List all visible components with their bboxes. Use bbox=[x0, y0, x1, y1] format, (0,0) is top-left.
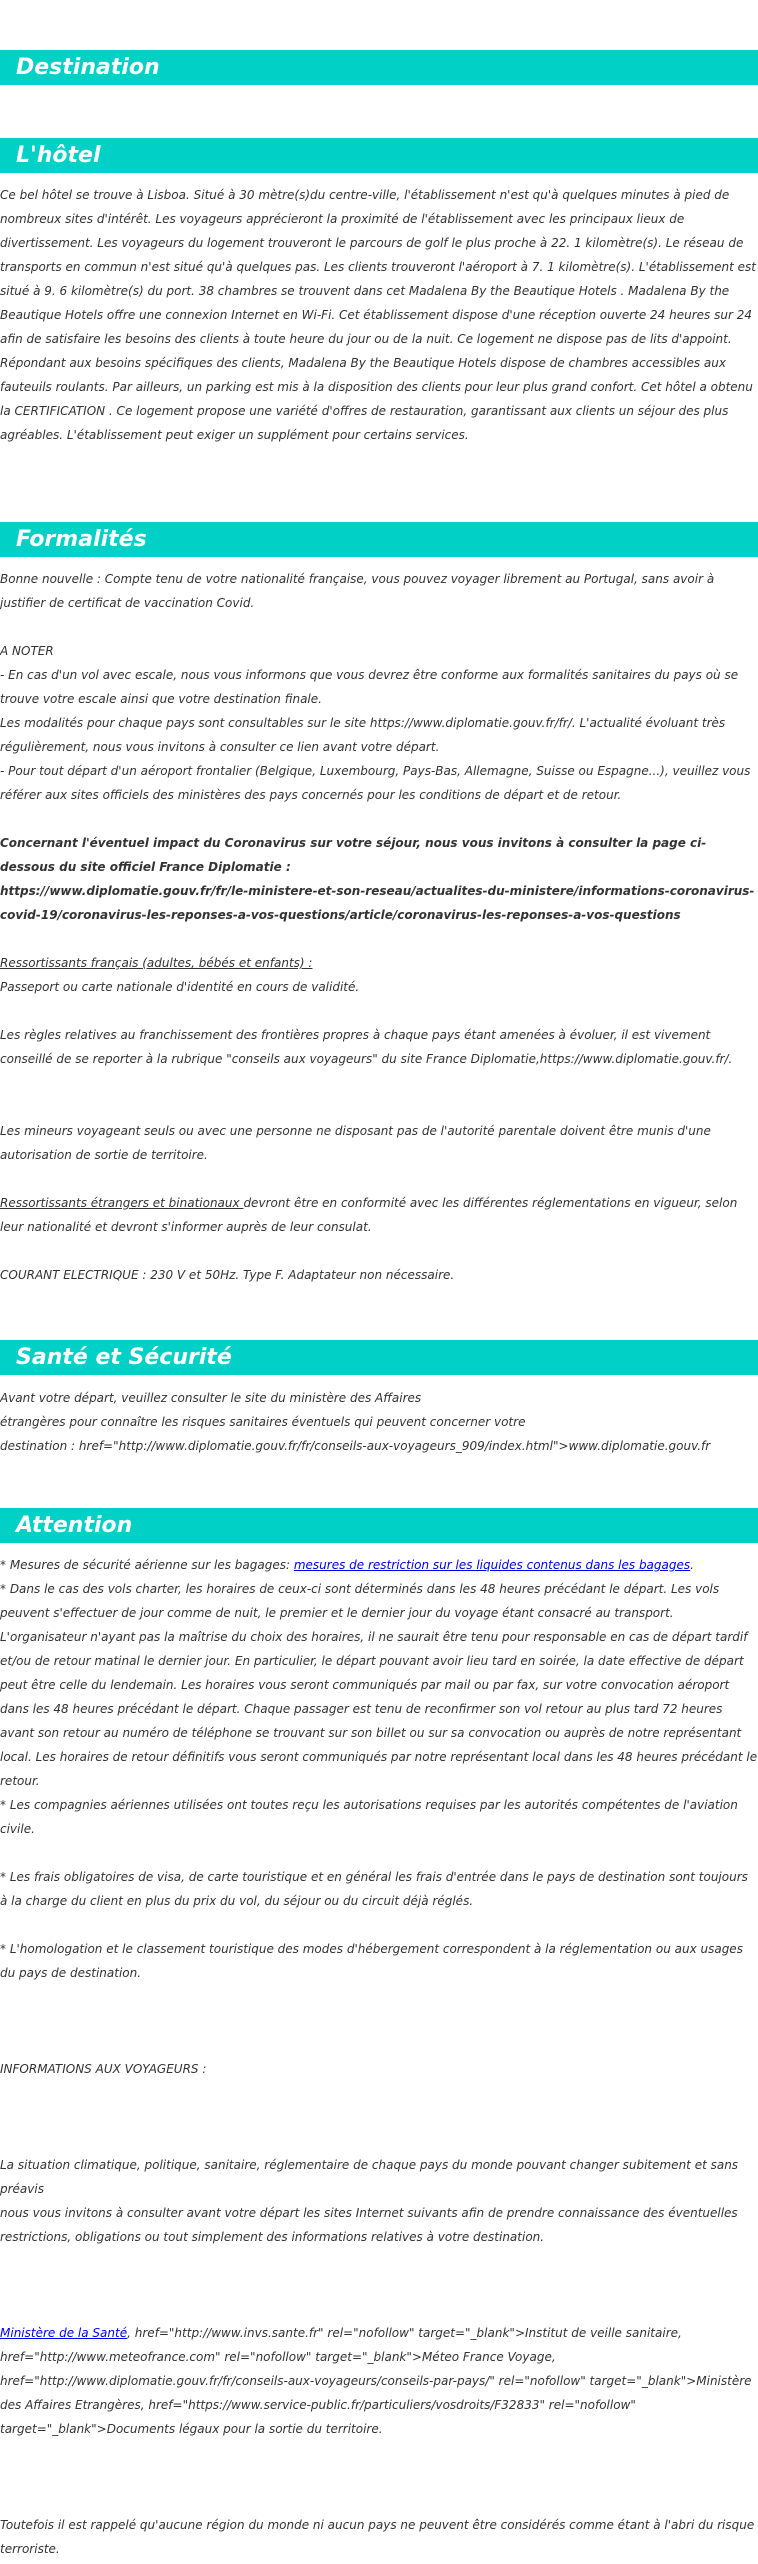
section-title-sante: Santé et Sécurité bbox=[0, 1340, 758, 1375]
french-nationals-heading: Ressortissants français (adultes, bébés et enfants) : bbox=[0, 956, 313, 970]
attention-links bbox=[0, 2321, 758, 2441]
formalites-coronavirus-block bbox=[0, 831, 758, 927]
formalites-covid-note: Bonne nouvelle : Compte tenu de votre nationalité française, vous pouvez voyager librement au Portugal, sans avoir à justifier de certificat de vaccination Covid. bbox=[0, 572, 715, 610]
french-nationals-docs: Passeport ou carte nationale d'identité en cours de validité. bbox=[0, 980, 360, 994]
attention-homologation-block bbox=[0, 1937, 758, 1985]
attention-charter-flights: * Dans le cas des vols charter, les horaires de ceux-ci sont déterminés dans les 48 heures précédant le départ. Les vols peuvent s'effectuer de jour comme de nuit, le premier et le dernier jour du voyage étant consacré au transport. L'organisateur n'ayant pas la maîtrise du choix des horaires, il ne saurait être tenu pour responsable en cas de départ tardif et/ou de retour matinal le dernier jour. En particulier, le départ pouvant avoir lieu tard en soirée, la date effective de départ peut être celle du lendemain. Les horaires vous seront communiqués par mail ou par fax, sur votre convocation aéroport dans les 48 heures précédant le départ. Chaque passager est tenu de reconfirmer son vol retour au plus tard 72 heures avant son retour au numéro de téléphone se trouvant sur son billet ou sur sa convocation ou auprès de notre représentant local. Les horaires de retour définitifs vous seront communiqués par notre représentant local dans les 48 heures précédant le retour. * Les compagnies aériennes utilisées ont toutes reçu les autorisations requises par les autorités compétentes de l'aviation civile. bbox=[0, 1582, 758, 1836]
foreigners-heading: Ressortissants étrangers et binationaux bbox=[0, 1196, 244, 1210]
formalites-french-nationals bbox=[0, 951, 758, 999]
liquids-prefix: * Mesures de sécurité aérienne sur les bagages: bbox=[0, 1558, 294, 1572]
attention-homologation: * L'homologation et le classement touristique des modes d'hébergement correspondent à la réglementation ou aux usages du pays de destination. bbox=[0, 1942, 743, 1980]
section-title-destination: Destination bbox=[0, 50, 758, 85]
attention-liquids-block bbox=[0, 1553, 758, 1577]
attention-fees: * Les frais obligatoires de visa, de carte touristique et en général les frais d'entrée dans le pays de destination sont toujours à la charge du client en plus du prix du vol, du séjour ou du circuit déjà réglés. bbox=[0, 1870, 748, 1908]
attention-terrorism: Toutefois il est rappelé qu'aucune région du monde ni aucun pays ne peuvent être considérés comme étant à l'abri du risque terroriste. bbox=[0, 2518, 755, 2556]
attention-terrorism-block bbox=[0, 2513, 758, 2561]
sante-text: Avant votre départ, veuillez consulter le site du ministère des Affaires étrangères pour connaître les risques sanitaires éventuels qui peuvent concerner votre destination : href="http://www.diplomatie.gouv.fr/fr/conseils-aux-voyageurs_909/index.html">www.diplomatie.gouv.fr bbox=[0, 1391, 711, 1453]
hotel-description-block bbox=[0, 183, 758, 447]
formalites-border-rules: Les règles relatives au franchissement des frontières propres à chaque pays étant amenées à évoluer, il est vivement conseillé de se reporter à la rubrique "conseils aux voyageurs" du site France Diplomatie,https://www.diplomatie.gouv.fr/. bbox=[0, 1028, 733, 1066]
liquids-suffix: . bbox=[690, 1558, 694, 1572]
attention-liquids bbox=[0, 1553, 758, 1577]
hotel-description: Ce bel hôtel se trouve à Lisboa. Situé à 30 mètre(s)du centre-ville, l'établissement n'est qu'à quelques minutes à pied de nombreux sites d'intérêt. Les voyageurs apprécieront la proximité de l'établissement avec les principaux lieux de divertissement. Les voyageurs du logement trouveront le parcours de golf le plus proche à 22. 1 kilomètre(s). Le réseau de transports en commun n'est situé qu'à quelques pas. Les clients trouveront l'aéroport à 7. 1 kilomètre(s). L'établissement est situé à 9. 6 kilomètre(s) du port. 38 chambres se trouvent dans cet Madalena By the Beautique Hotels . Madalena By the Beautique Hotels offre une connexion Internet en Wi-Fi. Cet établissement dispose d'une réception ouverte 24 heures sur 24 afin de satisfaire les besoins des clients à toute heure du jour ou de la nuit. Ce logement ne dispose pas de lits d'appoint. Répondant aux besoins spécifiques des clients, Madalena By the Beautique Hotels dispose de chambres accessibles aux fauteuils roulants. Par ailleurs, un parking est mis à la disposition des clients pour leur plus grand confort. Cet hôtel a obtenu la CERTIFICATION . Ce logement propose une variété d'offres de restauration, garantissant aux clients un séjour des plus agréables. L'établissement peut exiger un supplément pour certains services. bbox=[0, 188, 756, 442]
ministere-sante-link[interactable]: Ministère de la Santé bbox=[0, 2326, 128, 2340]
formalites-block bbox=[0, 567, 758, 615]
attention-info-heading: INFORMATIONS AUX VOYAGEURS : bbox=[0, 2062, 207, 2076]
formalites-electric-block bbox=[0, 1263, 758, 1287]
sante-block bbox=[0, 1386, 758, 1458]
section-title-attention: Attention bbox=[0, 1508, 758, 1543]
section-title-hotel: L'hôtel bbox=[0, 138, 758, 173]
formalites-a-noter: A NOTER - En cas d'un vol avec escale, nous vous informons que vous devrez être conforme aux formalités sanitaires du pays où se trouve votre escale ainsi que votre destination finale. Les modalités pour chaque pays sont consultables sur le site https://www.diplomatie.gouv.fr/fr/. L'actualité évoluant très régulièrement, nous vous invitons à consulter ce lien avant votre départ. - Pour tout départ d'un aéroport frontalier (Belgique, Luxembourg, Pays-Bas, Allemagne, Suisse ou Espagne...), veuillez vous référer aux sites officiels des ministères des pays concernés pour les conditions de départ et de retour. bbox=[0, 644, 751, 802]
attention-charter-block bbox=[0, 1577, 758, 1841]
formalites-coronavirus-notice: Concernant l'éventuel impact du Coronavirus sur votre séjour, nous vous invitons à consulter la page ci-dessous du site officiel France Diplomatie : https://www.diplomatie.gouv.fr/fr/le-ministere-et-son-reseau/actualites-du-ministere/informations-coronavirus-covid-19/coronavirus-les-reponses-a-vos-questions/article/coronavirus-les-reponses-a-vos-questions bbox=[0, 836, 755, 922]
section-title-formalites: Formalités bbox=[0, 522, 758, 557]
formalites-foreigners-block bbox=[0, 1191, 758, 1239]
formalites-electric-current: COURANT ELECTRIQUE : 230 V et 50Hz. Type F. Adaptateur non nécessaire. bbox=[0, 1268, 455, 1282]
attention-situation-block bbox=[0, 2153, 758, 2249]
attention-situation: La situation climatique, politique, sanitaire, réglementaire de chaque pays du monde pouvant changer subitement et sans préavis nous vous invitons à consulter avant votre départ les sites Internet suivants afin de prendre connaissance des éventuelles restrictions, obligations ou tout simplement des informations relatives à votre destination. bbox=[0, 2158, 739, 2244]
attention-info-heading-block bbox=[0, 2057, 758, 2081]
links-list-text: , href="http://www.invs.sante.fr" rel="nofollow" target="_blank">Institut de veille sanitaire, href="http://www.meteofrance.com" rel="nofollow" target="_blank">Méteo France Voyage, href="http://www.diplomatie.gouv.fr/fr/conseils-aux-voyageurs/conseils-par-pays/" rel="nofollow" target="_blank">Ministère des Affaires Etrangères, href="https://www.service-public.fr/particuliers/vosdroits/F32833" rel="nofollow" target="_blank">Documents légaux pour la sortie du territoire. bbox=[0, 2326, 752, 2436]
attention-fees-block bbox=[0, 1865, 758, 1913]
formalites-foreigners bbox=[0, 1191, 758, 1239]
liquids-restriction-link[interactable]: mesures de restriction sur les liquides contenus dans les bagages bbox=[293, 1558, 691, 1572]
formalites-note-block bbox=[0, 639, 758, 807]
formalites-french-nationals-block bbox=[0, 951, 758, 999]
formalites-minors-block bbox=[0, 1119, 758, 1167]
foreigners-text: devront être en conformité avec les différentes réglementations en vigueur, selon leur nationalité et devront s'informer auprès de leur consulat. bbox=[0, 1196, 738, 1234]
formalites-border-rules-block bbox=[0, 1023, 758, 1071]
attention-links-block bbox=[0, 2321, 758, 2441]
formalites-minors: Les mineurs voyageant seuls ou avec une personne ne disposant pas de l'autorité parentale doivent être munis d'une autorisation de sortie de territoire. bbox=[0, 1124, 711, 1162]
